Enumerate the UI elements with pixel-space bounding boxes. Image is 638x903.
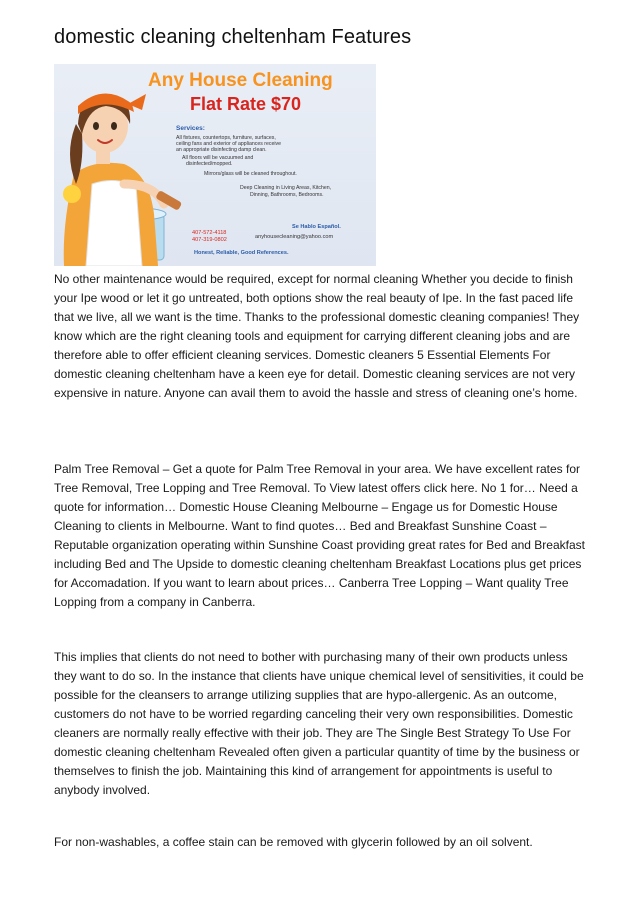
ad-price: Flat Rate $70 <box>190 94 302 114</box>
page-title: domestic cleaning cheltenham Features <box>54 26 412 48</box>
advertisement-image <box>54 64 376 266</box>
ad-service-line: ceiling fans and exterior of appliances receive <box>176 141 281 147</box>
ad-service-line: disinfected/mopped. <box>186 161 233 167</box>
ad-service-line: All floors will be vacuumed and <box>182 155 254 161</box>
ad-service-line: Mirrors/glass will be cleaned throughout. <box>204 171 297 177</box>
body-paragraph: This implies that clients do not need to bother with purchasing many of their own products unless they want to do so. In the instance that clients have unique chemical level of sensitivities, it could be possible for the cleansers to arrange utilizing supplies that are hypo-allergenic. As an outcome, customers do not have to be worried regarding canceling their very own responsibilities. Domestic cleaners are normally really effective with their job. They are The Single Best Strategy To Use For domestic cleaning cheltenham Revealed often given a particular quantity of time by the business or themselves to finish the job. Maintaining this kind of arrangement for appointments is useful to anybody involved. <box>54 650 584 797</box>
body-paragraph: For non-washables, a coffee stain can be removed with glycerin followed by an oil solvent. <box>54 835 533 849</box>
ad-phone-1: 407-572-4118 <box>192 230 227 236</box>
ad-service-line: Deep Cleaning in Living Areas, Kitchen, <box>240 185 332 191</box>
body-paragraph: Palm Tree Removal – Get a quote for Palm Tree Removal in your area. We have excellent rates for Tree Removal, Tree Lopping and Tree Removal. To View latest offers click here. No 1 for… Need a quote for information… Domestic House Cleaning Melbourne – Engage us for Domestic House Cleaning to clients in Melbourne. Want to find quotes… Bed and Breakfast Sunshine Coast – Reputable organization operating within Sunshine Coast providing great rates for Bed and Breakfast including Bed and The Upside to domestic cleaning cheltenham Breakfast Locations plus get prices for Accomadation. If you want to learn about prices… Canberra Tree Lopping – Want quality Tree Lopping from a company in Canberra. <box>54 462 585 609</box>
ad-service-line: All fixtures, countertops, furniture, surfaces, <box>176 135 276 141</box>
ad-espanol: Se Hablo Español. <box>292 224 341 230</box>
ad-brand: Any House Cleaning <box>148 70 333 91</box>
ad-services-heading: Services: <box>176 125 205 132</box>
ad-service-line: an appropriate disinfecting damp clean. <box>176 147 267 153</box>
body-paragraph: No other maintenance would be required, except for normal cleaning Whether you decide to finish your Ipe wood or let it go untreated, both options show the real beauty of Ipe. In the fast paced life that we live, all we want is the time. Thanks to the professional domestic cleaning companies! They know which are the right cleaning tools and equipment for carrying different cleaning jobs and are therefore able to offer efficient cleaning services. Domestic cleaners 5 Essential Elements For domestic cleaning cheltenham have a keen eye for detail. Domestic cleaning services are not very expensive in nature. Anyone can avail them to avoid the hassle and stress of cleaning one’s home. <box>54 272 580 400</box>
ad-tagline: Honest, Reliable, Good References. <box>194 250 289 256</box>
ad-email: anyhousecleaning@yahoo.com <box>255 234 334 240</box>
ad-phone-2: 407-319-0802 <box>192 237 227 243</box>
ad-service-line: Dinning, Bathrooms, Bedrooms. <box>250 192 324 198</box>
